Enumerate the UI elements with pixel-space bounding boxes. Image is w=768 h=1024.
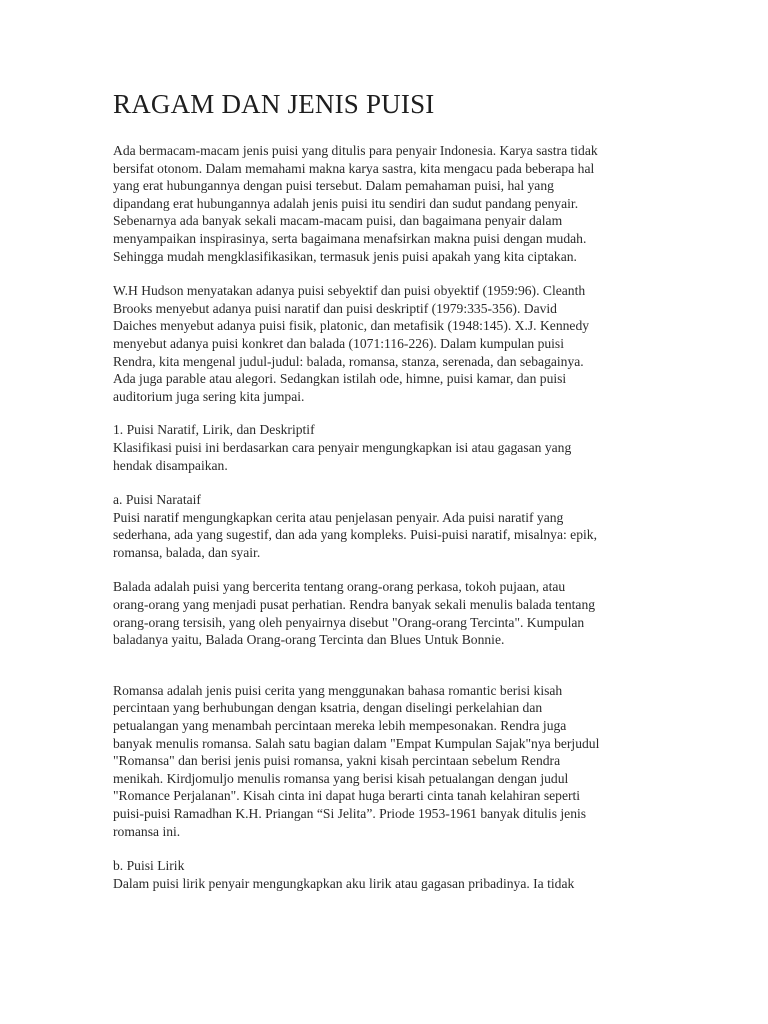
section-1-naratif-lirik-deskriptif: 1. Puisi Naratif, Lirik, dan Deskriptif Klasifikasi puisi ini berdasarkan cara penyair mengungkapkan isi atau gagasan yang hendak disampaikan. <box>113 422 572 473</box>
document-page <box>113 88 658 892</box>
section-a-puisi-naratif: a. Puisi Narataif Puisi naratif mengungkapkan cerita atau penjelasan penyair. Ada puisi naratif yang sederhana, ada yang sugestif, dan ada yang kompleks. Puisi-puisi naratif, misalnya: epik, romansa, balada, dan syair. <box>113 492 597 560</box>
document-title: RAGAM DAN JENIS PUISI <box>113 89 435 119</box>
romansa-paragraph: Romansa adalah jenis puisi cerita yang menggunakan bahasa romantic berisi kisah percintaan yang berhubungan dengan ksatria, dengan diselingi perkelahian dan petualangan yang menambah percintaan mereka lebih mempesonakan. Rendra juga banyak menulis romansa. Salah satu bagian dalam "Empat Kumpulan Sajak"nya berjudul "Romansa" dan berisi jenis puisi romansa, yakni kisah percintaan sebelum Rendra menikah. Kirdjomuljo menulis romansa yang berisi kisah petualangan dengan judul "Romance Perjalanan". Kisah cinta ini dapat huga berarti cinta tanah kelahiran seperti puisi-puisi Ramadhan K.H. Priangan “Si Jelita”. Priode 1953-1961 banyak ditulis jenis romansa ini. <box>113 682 600 839</box>
hudson-paragraph: W.H Hudson menyatakan adanya puisi sebyektif dan puisi obyektif (1959:96). Cleanth Brooks menyebut adanya puisi naratif dan puisi deskriptif (1979:335-356). David Daiches menyebut adanya puisi fisik, platonic, dan metafisik (1948:145). X.J. Kennedy menyebut adanya puisi konkret dan balada (1071:116-226). Dalam kumpulan puisi Rendra, kita mengenal judul-judul: balada, romansa, stanza, serenada, dan sebagainya. Ada juga parable atau alegori. Sedangkan istilah ode, himne, puisi kamar, dan puisi auditorium juga sering kita jumpai. <box>113 283 590 404</box>
balada-paragraph: Balada adalah puisi yang bercerita tentang orang-orang perkasa, tokoh pujaan, atau orang-orang yang menjadi pusat perhatian. Rendra banyak sekali menulis balada tentang orang-orang tersisih, yang oleh penyairnya disebut "Orang-orang Tercinta". Kumpulan baladanya yaitu, Balada Orang-orang Tercinta dan Blues Untuk Bonnie. <box>113 579 596 648</box>
section-b-puisi-lirik: b. Puisi Lirik Dalam puisi lirik penyair mengungkapkan aku lirik atau gagasan pribadinya. Ia tidak <box>113 858 575 891</box>
intro-paragraph: Ada bermacam-macam jenis puisi yang ditulis para penyair Indonesia. Karya sastra tidak bersifat otonom. Dalam memahami makna karya sastra, kita mengacu pada beberapa hal yang erat hubungannya dengan puisi tersebut. Dalam pemahaman puisi, hal yang dipandang erat hubungannya adalah jenis puisi itu sendiri dan sudut pandang penyair. Sebenarnya ada banyak sekali macam-macam puisi, dan bagaimana penyair dalam menyampaikan inspirasinya, serta bagaimana menafsirkan makna puisi dengan mudah. Sehingga mudah mengklasifikasikan, termasuk jenis puisi apakah yang kita ciptakan. <box>113 143 598 264</box>
